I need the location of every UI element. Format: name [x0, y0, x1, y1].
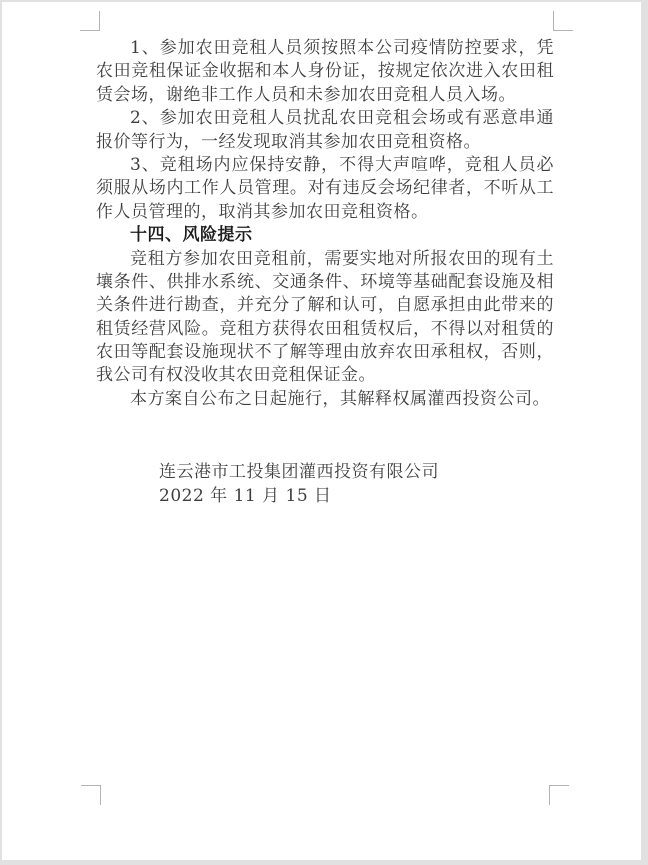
doc-line: 我公司有权没收其农田竞租保证金。 — [96, 365, 376, 386]
signature-date: 2022 年 11 月 15 日 — [159, 485, 332, 506]
crop-mark-bottom-left-icon — [81, 785, 101, 805]
crop-mark-top-left-icon — [80, 11, 100, 31]
doc-line: 壤条件、供排水系统、交通条件、环境等基础配套设施及相 — [96, 271, 554, 292]
doc-line: 作人员管理的，取消其参加农田竞租资格。 — [96, 201, 429, 222]
doc-line: 农田等配套设施现状不了解等理由放弃农田承租权，否则， — [96, 342, 554, 363]
signature-block — [159, 461, 617, 508]
crop-mark-bottom-right-icon — [549, 785, 569, 805]
doc-line: 须服从场内工作人员管理。对有违反会场纪律者，不听从工 — [96, 178, 554, 199]
doc-line: 3、竞租场内应保持安静，不得大声喧哗，竞租人员必 — [130, 154, 554, 175]
crop-mark-top-right-icon — [553, 11, 573, 31]
document-text-area — [96, 37, 554, 508]
signature-company: 连云港市工投集团灌西投资有限公司 — [159, 462, 439, 483]
doc-line: 报价等行为，一经发现取消其参加农田竞租资格。 — [96, 131, 481, 152]
section-heading-risk: 十四、风险提示 — [130, 225, 253, 246]
doc-line: 租赁经营风险。竞租方获得农田租赁权后，不得以对租赁的 — [96, 318, 554, 339]
doc-line: 农田竞租保证金收据和本人身份证，按规定依次进入农田租 — [96, 61, 554, 82]
doc-line: 本方案自公布之日起施行，其解释权属灌西投资公司。 — [130, 388, 550, 409]
doc-line: 关条件进行勘查，并充分了解和认可，自愿承担由此带来的 — [96, 295, 554, 316]
doc-line: 2、参加农田竞租人员扰乱农田竞租会场或有恶意串通 — [130, 108, 554, 129]
doc-line: 赁会场，谢绝非工作人员和未参加农田竞租人员入场。 — [96, 84, 516, 105]
doc-line: 1、参加农田竞租人员须按照本公司疫情防控要求，凭 — [130, 38, 554, 58]
doc-line: 竞租方参加农田竞租前，需要实地对所报农田的现有土 — [130, 248, 554, 269]
